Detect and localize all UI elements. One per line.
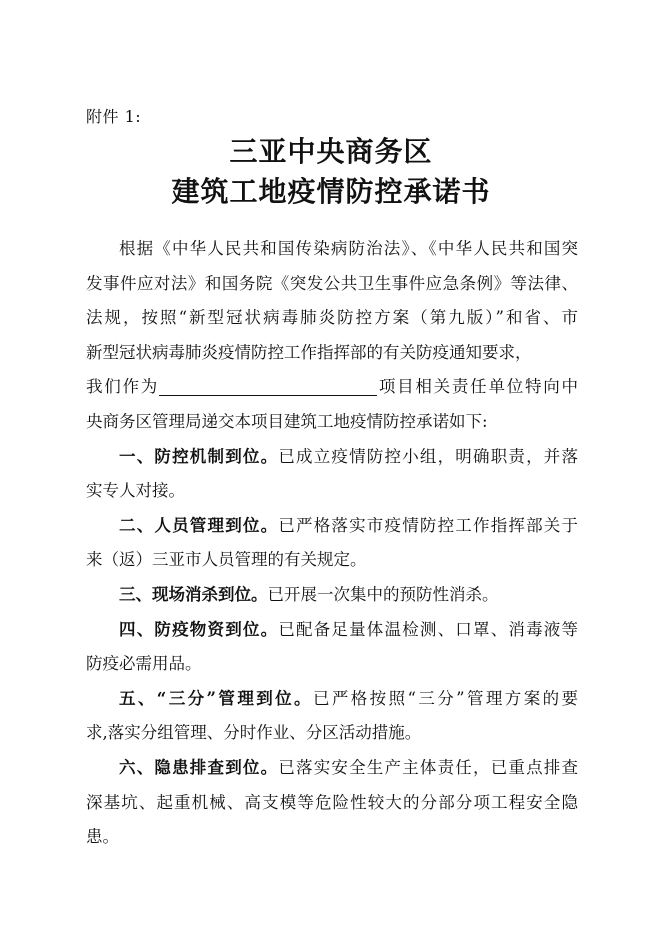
intro-line-6: 央商务区管理局递交本项目建筑工地疫情防控承诺如下: bbox=[86, 411, 488, 431]
document-body bbox=[86, 232, 578, 855]
title-line-2: 建筑工地疫情防控承诺书 bbox=[171, 175, 491, 208]
intro-line-2: 发事件应对法》和国务院《突发公共卫生事件应急条例》等法律、 bbox=[86, 273, 578, 293]
item-5-line-1 bbox=[86, 682, 578, 717]
attachment-label: 附件 1: bbox=[86, 107, 142, 126]
intro-line-5-suffix: 项目相关责任单位特向中 bbox=[377, 377, 578, 397]
intro-line-3: 法规，按照“新型冠状病毒肺炎防控方案（第九版）”和省、市 bbox=[86, 308, 578, 328]
intro-line-5 bbox=[86, 370, 578, 405]
item-3-line-1 bbox=[86, 578, 578, 613]
item-6-line-1 bbox=[86, 751, 578, 786]
item-5-heading: 五、“三分”管理到位。 bbox=[119, 688, 313, 708]
item-2-heading: 二、人员管理到位。 bbox=[119, 515, 279, 535]
item-4-line-2: 防疫必需用品。 bbox=[86, 654, 202, 674]
title-line-1: 三亚中央商务区 bbox=[229, 135, 433, 168]
item-6-heading: 六、隐患排查到位。 bbox=[119, 757, 279, 777]
item-6-line-2: 深基坑、起重机械、高支模等危险性较大的分部分项工程安全隐 bbox=[86, 792, 578, 812]
intro-line-1: 根据《中华人民共和国传染病防治法》、《中华人民共和国突 bbox=[119, 239, 578, 258]
item-4-text-1: 已配备足量体温检测、口罩、消毒液等 bbox=[278, 619, 578, 639]
item-4-heading: 四、防疫物资到位。 bbox=[119, 619, 279, 639]
item-4-line-1 bbox=[86, 613, 578, 648]
item-6-text-1: 已落实安全生产主体责任，已重点排查 bbox=[278, 757, 578, 777]
item-2-line-1 bbox=[86, 509, 578, 544]
item-6-line-3: 患。 bbox=[86, 827, 119, 847]
item-2-text-1: 已严格落实市疫情防控工作指挥部关于 bbox=[278, 515, 578, 535]
item-1-heading: 一、防控机制到位。 bbox=[119, 446, 279, 466]
item-3-heading: 三、现场消杀到位。 bbox=[119, 584, 268, 604]
intro-line-5-prefix: 我们作为 bbox=[86, 377, 160, 397]
project-name-blank[interactable] bbox=[159, 375, 377, 396]
item-1-line-2: 实专人对接。 bbox=[86, 481, 185, 501]
item-1-text-1: 已成立疫情防控小组，明确职责，并落 bbox=[278, 446, 578, 466]
item-5-text-1: 已严格按照“三分”管理方案的要 bbox=[312, 688, 578, 708]
intro-line-4: 新型冠状病毒肺炎疫情防控工作指挥部的有关防疫通知要求， bbox=[86, 342, 532, 362]
item-2-line-2: 来（返）三亚市人员管理的有关规定。 bbox=[86, 550, 367, 570]
item-1-line-1 bbox=[86, 440, 578, 475]
item-3-text-1: 已开展一次集中的预防性消杀。 bbox=[267, 584, 499, 604]
item-5-line-2: 求,落实分组管理、分时作业、分区活动措施。 bbox=[86, 723, 422, 743]
